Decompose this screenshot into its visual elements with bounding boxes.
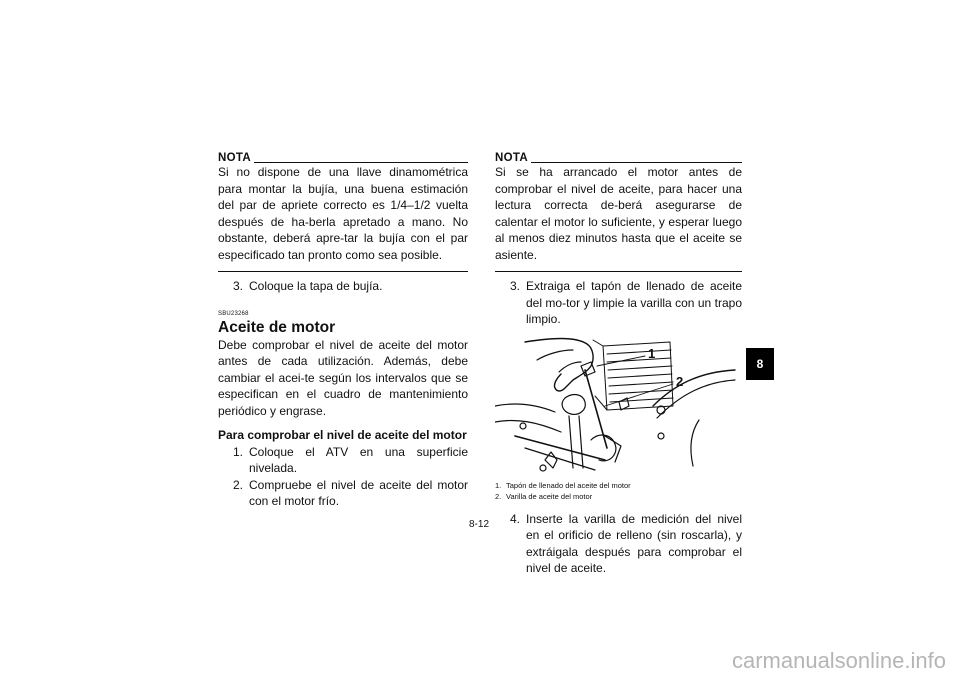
step-number: 3. xyxy=(232,279,243,293)
chapter-tab: 8 xyxy=(746,348,774,380)
step-number: 1. xyxy=(232,444,243,459)
left-column xyxy=(218,152,468,510)
caption-item xyxy=(495,480,742,491)
nota-text: Si no dispone de una llave dinamométrica para montar la bujía, una buena estimación del par de apriete correcto es 1/4–1/2 vuelta después de ha-berla apretado a mano. No obstante, deberá apre-tar la bujía con el par especificado tan pronto como sea posible. xyxy=(218,165,468,262)
section-title: Aceite de motor xyxy=(218,318,336,336)
nota-label: NOTA xyxy=(495,152,528,164)
step-text: Coloque el ATV en una superficie nivelada. xyxy=(249,444,468,475)
subheading: Para comprobar el nivel de aceite del motor xyxy=(218,428,467,442)
step-item xyxy=(218,477,468,510)
nota-header xyxy=(218,152,468,164)
illustration-captions xyxy=(495,480,742,502)
nota-rule xyxy=(254,162,468,163)
engine-oil-illustration xyxy=(495,336,742,476)
nota-header xyxy=(495,152,742,164)
caption-text: Varilla de aceite del motor xyxy=(506,491,593,501)
right-column xyxy=(495,152,742,577)
callout-1: 1 xyxy=(648,345,656,361)
page-number: 8-12 xyxy=(469,519,490,530)
watermark: carmanualsonline.info xyxy=(731,648,946,673)
engine-line-drawing xyxy=(495,336,742,476)
step-text: Coloque la tapa de bujía. xyxy=(249,279,383,293)
nota-rule xyxy=(531,162,742,163)
nota-label: NOTA xyxy=(218,152,251,164)
step-text: Inserte la varilla de medición del nivel en el orificio de relleno (sin roscarla), y extráigala después para comprobar el nivel de aceite. xyxy=(526,511,742,575)
nota-end-rule xyxy=(495,271,742,272)
step-item xyxy=(495,511,742,577)
section-intro: Debe comprobar el nivel de aceite del motor antes de cada utilización. Además, debe cambiar el acei-te según los intervalos que se especifican en el cuadro de mantenimiento periódico y engrase. xyxy=(218,337,468,418)
step-number: 2. xyxy=(232,477,243,492)
step-number: 4. xyxy=(509,511,520,526)
caption-number: 2. xyxy=(495,491,502,501)
nota-end-rule xyxy=(218,271,468,272)
section-code: SBU23268 xyxy=(218,310,249,317)
step-number: 3. xyxy=(509,279,520,293)
step-item xyxy=(218,444,468,477)
step-item xyxy=(218,278,468,295)
step-item xyxy=(495,278,742,328)
nota-text: Si se ha arrancado el motor antes de comprobar el nivel de aceite, para hacer una lectura correcta de-berá asegurarse de calentar el motor lo suficiente, y esperar luego al menos diez minutos hasta que el aceite se asiente. xyxy=(495,165,742,262)
caption-number: 1. xyxy=(495,480,502,490)
caption-item xyxy=(495,491,742,502)
callout-2: 2 xyxy=(676,373,684,389)
step-text: Extraiga el tapón de llenado de aceite del mo-tor y limpie la varilla con un trapo limpio. xyxy=(526,279,742,326)
caption-text: Tapón de llenado del aceite del motor xyxy=(506,480,631,490)
step-text: Compruebe el nivel de aceite del motor con el motor frío. xyxy=(249,477,468,508)
